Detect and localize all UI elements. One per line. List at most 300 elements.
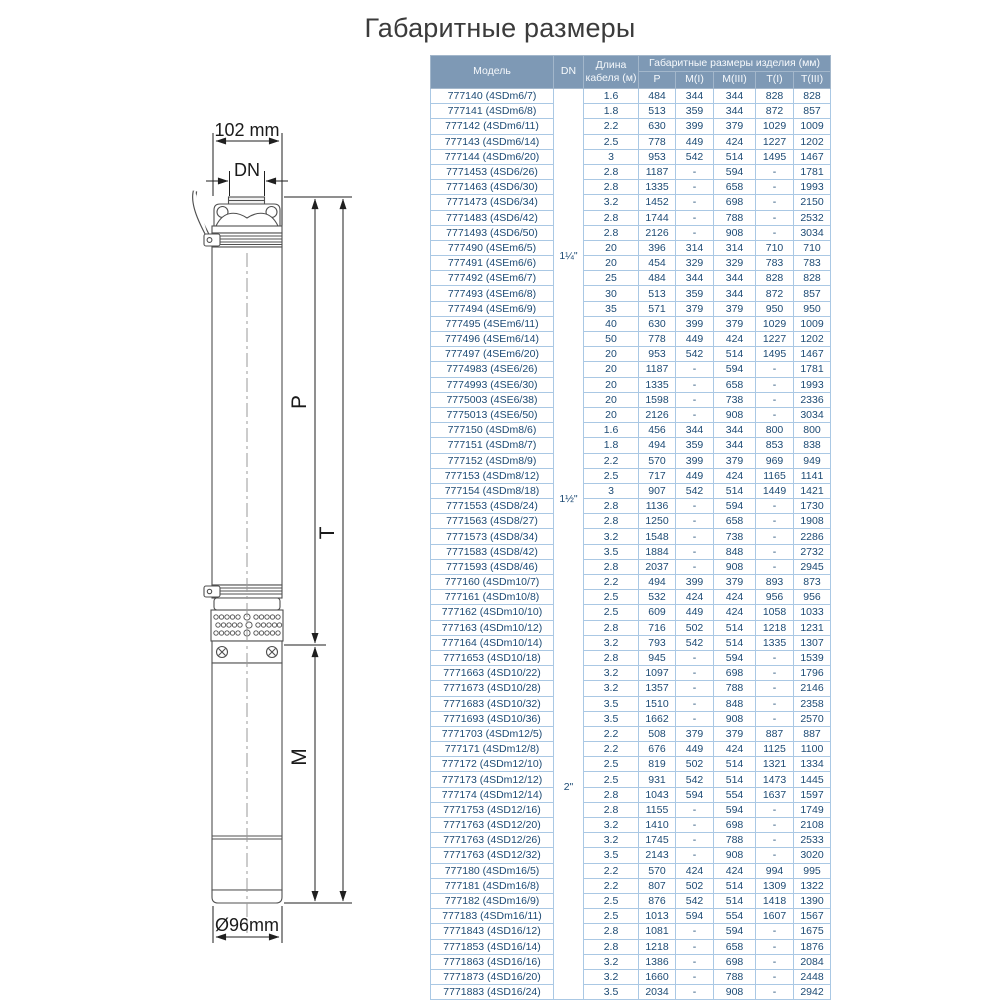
t1-cell: 1449 bbox=[756, 483, 794, 498]
t1-cell: 1335 bbox=[756, 635, 794, 650]
p-cell: 953 bbox=[639, 347, 676, 362]
p-cell: 513 bbox=[639, 286, 676, 301]
m3-cell: 698 bbox=[714, 666, 756, 681]
model-cell: 777164 (4SDm10/14) bbox=[431, 635, 554, 650]
label-width-102mm: 102 mm bbox=[214, 120, 280, 140]
m1-cell: 344 bbox=[676, 423, 714, 438]
table-row bbox=[431, 863, 831, 878]
table-row bbox=[431, 316, 831, 331]
m1-cell: 359 bbox=[676, 104, 714, 119]
col-header-m1: M(I) bbox=[676, 72, 714, 89]
m3-cell: 848 bbox=[714, 544, 756, 559]
table-row bbox=[431, 499, 831, 514]
cable-cell: 2.8 bbox=[584, 924, 639, 939]
cable-cell: 2.5 bbox=[584, 893, 639, 908]
table-row bbox=[431, 362, 831, 377]
table-row bbox=[431, 650, 831, 665]
m3-cell: 379 bbox=[714, 316, 756, 331]
table-row bbox=[431, 377, 831, 392]
model-cell: 777173 (4SDm12/12) bbox=[431, 772, 554, 787]
model-cell: 777151 (4SDm8/7) bbox=[431, 438, 554, 453]
m1-cell: - bbox=[676, 377, 714, 392]
m1-cell: 314 bbox=[676, 240, 714, 255]
table-row bbox=[431, 347, 831, 362]
m1-cell: 399 bbox=[676, 453, 714, 468]
cable-cell: 3.2 bbox=[584, 969, 639, 984]
model-cell: 7771483 (4SD6/42) bbox=[431, 210, 554, 225]
t1-cell: 1029 bbox=[756, 119, 794, 134]
m1-cell: 449 bbox=[676, 605, 714, 620]
m1-cell: 594 bbox=[676, 787, 714, 802]
cable-cell: 1.8 bbox=[584, 104, 639, 119]
cable-cell: 2.5 bbox=[584, 134, 639, 149]
table-row bbox=[431, 878, 831, 893]
table-row bbox=[431, 954, 831, 969]
col-header-cable: Длина кабеля (м) bbox=[584, 56, 639, 89]
t1-cell: 1321 bbox=[756, 757, 794, 772]
t1-cell: 1029 bbox=[756, 316, 794, 331]
table-row bbox=[431, 392, 831, 407]
cable-cell: 2.8 bbox=[584, 210, 639, 225]
m1-cell: - bbox=[676, 818, 714, 833]
p-cell: 717 bbox=[639, 468, 676, 483]
model-cell: 7771683 (4SD10/32) bbox=[431, 696, 554, 711]
model-cell: 777491 (4SEm6/6) bbox=[431, 256, 554, 271]
t3-cell: 2336 bbox=[794, 392, 831, 407]
m1-cell: 359 bbox=[676, 286, 714, 301]
m3-cell: 514 bbox=[714, 757, 756, 772]
model-cell: 7775003 (4SE6/38) bbox=[431, 392, 554, 407]
model-cell: 7771873 (4SD16/20) bbox=[431, 969, 554, 984]
m1-cell: - bbox=[676, 696, 714, 711]
p-cell: 532 bbox=[639, 590, 676, 605]
t3-cell: 3020 bbox=[794, 848, 831, 863]
model-cell: 777495 (4SEm6/11) bbox=[431, 316, 554, 331]
table-row bbox=[431, 909, 831, 924]
m3-cell: 344 bbox=[714, 89, 756, 104]
table-row bbox=[431, 271, 831, 286]
cable-cell: 20 bbox=[584, 377, 639, 392]
t3-cell: 2945 bbox=[794, 559, 831, 574]
cable-cell: 3.2 bbox=[584, 833, 639, 848]
t1-cell: - bbox=[756, 195, 794, 210]
m1-cell: - bbox=[676, 225, 714, 240]
t3-cell: 2146 bbox=[794, 681, 831, 696]
cable-cell: 2.5 bbox=[584, 909, 639, 924]
t3-cell: 1597 bbox=[794, 787, 831, 802]
cable-cell: 1.6 bbox=[584, 423, 639, 438]
p-cell: 1043 bbox=[639, 787, 676, 802]
t1-cell: 1165 bbox=[756, 468, 794, 483]
model-cell: 777140 (4SDm6/7) bbox=[431, 89, 554, 104]
p-cell: 1660 bbox=[639, 969, 676, 984]
m1-cell: - bbox=[676, 954, 714, 969]
table-row bbox=[431, 104, 831, 119]
t1-cell: - bbox=[756, 939, 794, 954]
p-cell: 1410 bbox=[639, 818, 676, 833]
m1-cell: 449 bbox=[676, 468, 714, 483]
m3-cell: 514 bbox=[714, 149, 756, 164]
table-row bbox=[431, 332, 831, 347]
m3-cell: 908 bbox=[714, 985, 756, 1000]
p-cell: 1097 bbox=[639, 666, 676, 681]
t1-cell: 1125 bbox=[756, 742, 794, 757]
cable-cell: 3.5 bbox=[584, 848, 639, 863]
p-cell: 454 bbox=[639, 256, 676, 271]
p-cell: 2126 bbox=[639, 407, 676, 422]
table-row bbox=[431, 149, 831, 164]
t3-cell: 828 bbox=[794, 89, 831, 104]
p-cell: 1548 bbox=[639, 529, 676, 544]
table-row bbox=[431, 164, 831, 179]
table-row bbox=[431, 696, 831, 711]
t3-cell: 2084 bbox=[794, 954, 831, 969]
m3-cell: 658 bbox=[714, 939, 756, 954]
t3-cell: 1390 bbox=[794, 893, 831, 908]
m1-cell: 399 bbox=[676, 316, 714, 331]
t3-cell: 1231 bbox=[794, 620, 831, 635]
table-body bbox=[431, 89, 831, 1000]
col-header-p: P bbox=[639, 72, 676, 89]
p-cell: 1598 bbox=[639, 392, 676, 407]
model-cell: 7771473 (4SD6/34) bbox=[431, 195, 554, 210]
t1-cell: - bbox=[756, 362, 794, 377]
m1-cell: - bbox=[676, 833, 714, 848]
m1-cell: - bbox=[676, 848, 714, 863]
m3-cell: 424 bbox=[714, 134, 756, 149]
m3-cell: 738 bbox=[714, 529, 756, 544]
p-cell: 793 bbox=[639, 635, 676, 650]
t1-cell: - bbox=[756, 924, 794, 939]
t3-cell: 2942 bbox=[794, 985, 831, 1000]
model-cell: 777144 (4SDm6/20) bbox=[431, 149, 554, 164]
m1-cell: 379 bbox=[676, 726, 714, 741]
model-cell: 777494 (4SEm6/9) bbox=[431, 301, 554, 316]
m1-cell: - bbox=[676, 939, 714, 954]
table-row bbox=[431, 119, 831, 134]
model-cell: 7771673 (4SD10/28) bbox=[431, 681, 554, 696]
model-cell: 7771563 (4SD8/27) bbox=[431, 514, 554, 529]
table-row bbox=[431, 210, 831, 225]
m3-cell: 848 bbox=[714, 696, 756, 711]
t3-cell: 956 bbox=[794, 590, 831, 605]
model-cell: 777490 (4SEm6/5) bbox=[431, 240, 554, 255]
model-cell: 777141 (4SDm6/8) bbox=[431, 104, 554, 119]
m3-cell: 379 bbox=[714, 575, 756, 590]
label-diameter: Ø96mm bbox=[214, 915, 280, 935]
t3-cell: 1202 bbox=[794, 134, 831, 149]
t1-cell: 828 bbox=[756, 89, 794, 104]
t3-cell: 1993 bbox=[794, 180, 831, 195]
model-cell: 7775013 (4SE6/50) bbox=[431, 407, 554, 422]
t3-cell: 3034 bbox=[794, 407, 831, 422]
p-cell: 1218 bbox=[639, 939, 676, 954]
m3-cell: 594 bbox=[714, 650, 756, 665]
m1-cell: 502 bbox=[676, 757, 714, 772]
m3-cell: 594 bbox=[714, 802, 756, 817]
m3-cell: 908 bbox=[714, 848, 756, 863]
m3-cell: 908 bbox=[714, 225, 756, 240]
table-row bbox=[431, 833, 831, 848]
p-cell: 396 bbox=[639, 240, 676, 255]
t1-cell: 969 bbox=[756, 453, 794, 468]
cable-cell: 2.5 bbox=[584, 605, 639, 620]
table-row bbox=[431, 134, 831, 149]
table-row bbox=[431, 559, 831, 574]
pump-body bbox=[194, 191, 283, 903]
model-cell: 7771463 (4SD6/30) bbox=[431, 180, 554, 195]
m3-cell: 908 bbox=[714, 711, 756, 726]
t3-cell: 2732 bbox=[794, 544, 831, 559]
m1-cell: 542 bbox=[676, 347, 714, 362]
table-row bbox=[431, 802, 831, 817]
col-header-dn: DN bbox=[554, 56, 584, 89]
dn-cell: 2" bbox=[554, 575, 584, 1000]
m1-cell: 399 bbox=[676, 119, 714, 134]
t3-cell: 1539 bbox=[794, 650, 831, 665]
model-cell: 777174 (4SDm12/14) bbox=[431, 787, 554, 802]
model-cell: 7771493 (4SD6/50) bbox=[431, 225, 554, 240]
model-cell: 777496 (4SEm6/14) bbox=[431, 332, 554, 347]
table-row bbox=[431, 893, 831, 908]
m1-cell: 399 bbox=[676, 575, 714, 590]
m3-cell: 594 bbox=[714, 164, 756, 179]
table-row bbox=[431, 924, 831, 939]
cable-cell: 2.8 bbox=[584, 787, 639, 802]
m3-cell: 594 bbox=[714, 924, 756, 939]
table-row bbox=[431, 590, 831, 605]
table-row bbox=[431, 772, 831, 787]
t3-cell: 1307 bbox=[794, 635, 831, 650]
t3-cell: 995 bbox=[794, 863, 831, 878]
model-cell: 7771763 (4SD12/20) bbox=[431, 818, 554, 833]
t1-cell: - bbox=[756, 985, 794, 1000]
p-cell: 676 bbox=[639, 742, 676, 757]
m1-cell: - bbox=[676, 666, 714, 681]
m3-cell: 344 bbox=[714, 438, 756, 453]
t1-cell: 1227 bbox=[756, 134, 794, 149]
p-cell: 484 bbox=[639, 89, 676, 104]
table-row bbox=[431, 575, 831, 590]
t1-cell: - bbox=[756, 650, 794, 665]
p-cell: 1357 bbox=[639, 681, 676, 696]
t3-cell: 887 bbox=[794, 726, 831, 741]
m3-cell: 514 bbox=[714, 893, 756, 908]
t1-cell: - bbox=[756, 377, 794, 392]
p-cell: 1187 bbox=[639, 164, 676, 179]
t3-cell: 949 bbox=[794, 453, 831, 468]
t1-cell: - bbox=[756, 499, 794, 514]
table-row bbox=[431, 726, 831, 741]
cable-cell: 20 bbox=[584, 392, 639, 407]
label-p: P bbox=[288, 394, 311, 410]
m3-cell: 554 bbox=[714, 909, 756, 924]
t3-cell: 2532 bbox=[794, 210, 831, 225]
t3-cell: 2150 bbox=[794, 195, 831, 210]
p-cell: 570 bbox=[639, 863, 676, 878]
model-cell: 7774983 (4SE6/26) bbox=[431, 362, 554, 377]
model-cell: 7771573 (4SD8/34) bbox=[431, 529, 554, 544]
t1-cell: 1227 bbox=[756, 332, 794, 347]
model-cell: 7771863 (4SD16/16) bbox=[431, 954, 554, 969]
p-cell: 1335 bbox=[639, 377, 676, 392]
table-row bbox=[431, 514, 831, 529]
model-cell: 7771453 (4SD6/26) bbox=[431, 164, 554, 179]
label-m: M bbox=[288, 748, 311, 766]
table-row bbox=[431, 605, 831, 620]
cable-cell: 1.8 bbox=[584, 438, 639, 453]
dn-cell: 1½" bbox=[554, 423, 584, 575]
p-cell: 1136 bbox=[639, 499, 676, 514]
m3-cell: 424 bbox=[714, 468, 756, 483]
table-row bbox=[431, 483, 831, 498]
m1-cell: 449 bbox=[676, 742, 714, 757]
table-row bbox=[431, 939, 831, 954]
m3-cell: 514 bbox=[714, 635, 756, 650]
cable-cell: 2.5 bbox=[584, 468, 639, 483]
cable-cell: 30 bbox=[584, 286, 639, 301]
t3-cell: 1009 bbox=[794, 119, 831, 134]
t1-cell: - bbox=[756, 802, 794, 817]
t1-cell: 893 bbox=[756, 575, 794, 590]
cable-cell: 2.5 bbox=[584, 590, 639, 605]
t1-cell: - bbox=[756, 848, 794, 863]
model-cell: 777183 (4SDm16/11) bbox=[431, 909, 554, 924]
p-cell: 494 bbox=[639, 438, 676, 453]
t3-cell: 1781 bbox=[794, 362, 831, 377]
table-row bbox=[431, 529, 831, 544]
t3-cell: 2533 bbox=[794, 833, 831, 848]
p-cell: 630 bbox=[639, 119, 676, 134]
table-row bbox=[431, 453, 831, 468]
p-cell: 456 bbox=[639, 423, 676, 438]
t3-cell: 1009 bbox=[794, 316, 831, 331]
model-cell: 7771763 (4SD12/26) bbox=[431, 833, 554, 848]
p-cell: 1884 bbox=[639, 544, 676, 559]
col-header-t1: T(I) bbox=[756, 72, 794, 89]
m1-cell: 542 bbox=[676, 635, 714, 650]
model-cell: 777142 (4SDm6/11) bbox=[431, 119, 554, 134]
t1-cell: - bbox=[756, 696, 794, 711]
m1-cell: - bbox=[676, 195, 714, 210]
model-cell: 7774993 (4SE6/30) bbox=[431, 377, 554, 392]
p-cell: 1155 bbox=[639, 802, 676, 817]
cable-cell: 2.8 bbox=[584, 620, 639, 635]
p-cell: 807 bbox=[639, 878, 676, 893]
model-cell: 777172 (4SDm12/10) bbox=[431, 757, 554, 772]
t3-cell: 1421 bbox=[794, 483, 831, 498]
t1-cell: - bbox=[756, 392, 794, 407]
cable-cell: 3.5 bbox=[584, 696, 639, 711]
cable-cell: 2.2 bbox=[584, 575, 639, 590]
t3-cell: 2108 bbox=[794, 818, 831, 833]
p-cell: 1386 bbox=[639, 954, 676, 969]
t3-cell: 1730 bbox=[794, 499, 831, 514]
cable-cell: 3.5 bbox=[584, 711, 639, 726]
t3-cell: 1445 bbox=[794, 772, 831, 787]
t3-cell: 1567 bbox=[794, 909, 831, 924]
table-row bbox=[431, 544, 831, 559]
m1-cell: 329 bbox=[676, 256, 714, 271]
m1-cell: - bbox=[676, 362, 714, 377]
m3-cell: 514 bbox=[714, 483, 756, 498]
m3-cell: 424 bbox=[714, 605, 756, 620]
t3-cell: 2448 bbox=[794, 969, 831, 984]
model-cell: 777161 (4SDm10/8) bbox=[431, 590, 554, 605]
dn-cell: 1¼" bbox=[554, 89, 584, 423]
m1-cell: - bbox=[676, 407, 714, 422]
model-cell: 777153 (4SDm8/12) bbox=[431, 468, 554, 483]
table-row bbox=[431, 301, 831, 316]
m3-cell: 698 bbox=[714, 954, 756, 969]
p-cell: 571 bbox=[639, 301, 676, 316]
cable-cell: 20 bbox=[584, 240, 639, 255]
cable-cell: 2.2 bbox=[584, 742, 639, 757]
m1-cell: - bbox=[676, 924, 714, 939]
col-header-t3: T(III) bbox=[794, 72, 831, 89]
model-cell: 777493 (4SEm6/8) bbox=[431, 286, 554, 301]
t1-cell: 872 bbox=[756, 104, 794, 119]
t3-cell: 1467 bbox=[794, 347, 831, 362]
m1-cell: 344 bbox=[676, 89, 714, 104]
p-cell: 609 bbox=[639, 605, 676, 620]
m1-cell: - bbox=[676, 499, 714, 514]
t1-cell: 800 bbox=[756, 423, 794, 438]
label-t: T bbox=[316, 526, 339, 540]
table-row bbox=[431, 423, 831, 438]
model-cell: 777160 (4SDm10/7) bbox=[431, 575, 554, 590]
table-row bbox=[431, 985, 831, 1000]
p-cell: 508 bbox=[639, 726, 676, 741]
cable-cell: 2.8 bbox=[584, 939, 639, 954]
m1-cell: - bbox=[676, 392, 714, 407]
t1-cell: - bbox=[756, 954, 794, 969]
model-cell: 7771653 (4SD10/18) bbox=[431, 650, 554, 665]
m1-cell: 449 bbox=[676, 134, 714, 149]
cable-cell: 2.8 bbox=[584, 499, 639, 514]
t3-cell: 1781 bbox=[794, 164, 831, 179]
model-cell: 7771763 (4SD12/32) bbox=[431, 848, 554, 863]
m1-cell: - bbox=[676, 711, 714, 726]
cable-cell: 2.8 bbox=[584, 514, 639, 529]
m1-cell: - bbox=[676, 559, 714, 574]
m3-cell: 424 bbox=[714, 863, 756, 878]
t1-cell: 1607 bbox=[756, 909, 794, 924]
cable-cell: 3.2 bbox=[584, 666, 639, 681]
t3-cell: 2358 bbox=[794, 696, 831, 711]
table-row bbox=[431, 195, 831, 210]
m3-cell: 788 bbox=[714, 833, 756, 848]
cable-cell: 20 bbox=[584, 407, 639, 422]
p-cell: 945 bbox=[639, 650, 676, 665]
m3-cell: 554 bbox=[714, 787, 756, 802]
m1-cell: - bbox=[676, 164, 714, 179]
cable-cell: 3.2 bbox=[584, 195, 639, 210]
cable-cell: 2.5 bbox=[584, 772, 639, 787]
t1-cell: 887 bbox=[756, 726, 794, 741]
t1-cell: - bbox=[756, 544, 794, 559]
p-cell: 778 bbox=[639, 134, 676, 149]
table-row bbox=[431, 742, 831, 757]
cable-cell: 35 bbox=[584, 301, 639, 316]
col-header-m3: M(III) bbox=[714, 72, 756, 89]
t1-cell: - bbox=[756, 514, 794, 529]
cable-cell: 2.5 bbox=[584, 757, 639, 772]
model-cell: 7771693 (4SD10/36) bbox=[431, 711, 554, 726]
t3-cell: 838 bbox=[794, 438, 831, 453]
m1-cell: 449 bbox=[676, 332, 714, 347]
t1-cell: 872 bbox=[756, 286, 794, 301]
